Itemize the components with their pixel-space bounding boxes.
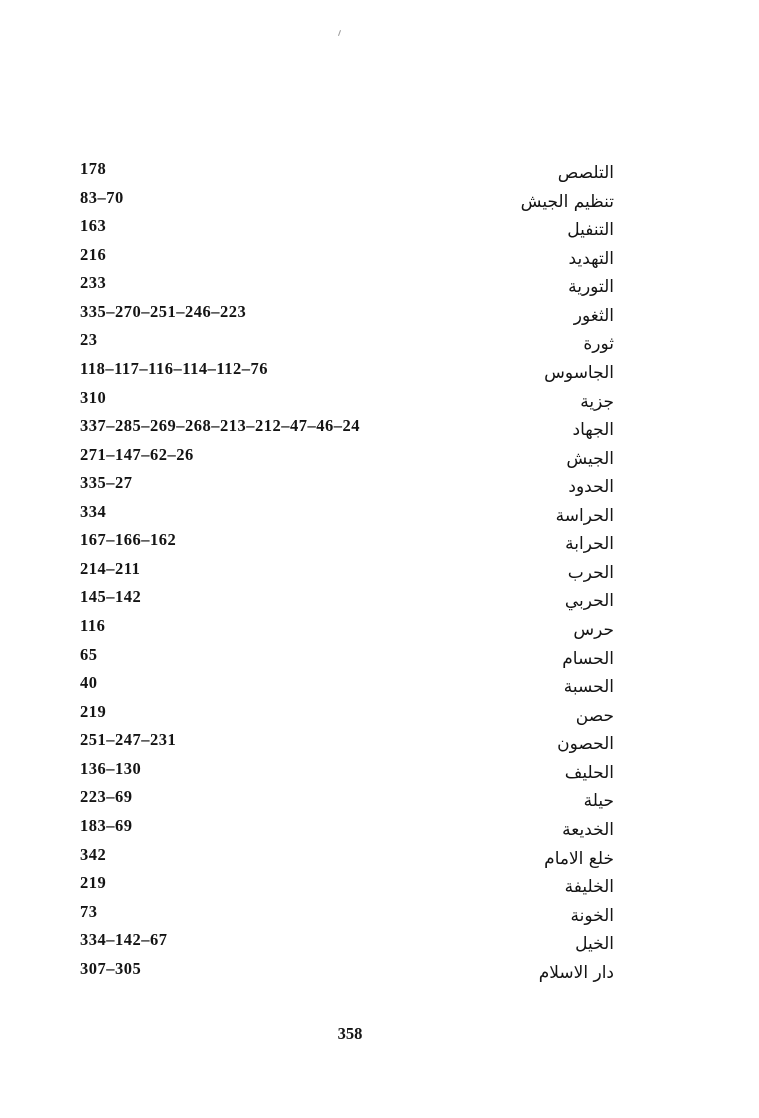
- index-pages: 65: [80, 644, 98, 664]
- index-term: خلع الامام: [544, 848, 614, 869]
- index-pages: 233: [80, 273, 107, 293]
- index-pages: 335–270–251–246–223: [80, 301, 247, 321]
- index-term: الجيش: [566, 448, 614, 469]
- index-entry: [0, 186, 759, 215]
- index-term: الخديعة: [562, 819, 614, 840]
- index-term: ثورة: [583, 334, 614, 355]
- index-term: حيلة: [583, 791, 614, 812]
- index-entry: [0, 243, 759, 272]
- index-pages: 183–69: [80, 815, 133, 835]
- index-term: جزية: [580, 391, 614, 412]
- index-pages: 219: [80, 701, 107, 721]
- index-pages: 178: [80, 159, 107, 178]
- index-pages: 118–117–116–114–112–76: [80, 358, 268, 378]
- index-pages: 23: [80, 330, 98, 350]
- index-term: الحدود: [568, 477, 614, 498]
- index-pages: 145–142: [80, 587, 142, 607]
- index-pages: 40: [80, 673, 98, 693]
- index-term: حصن: [575, 705, 614, 726]
- index-entry: [0, 785, 759, 814]
- index-pages: 271–147–62–26: [80, 444, 194, 464]
- index-term: الحسبة: [563, 677, 614, 698]
- index-pages: 335–27: [80, 473, 133, 493]
- index-list: [0, 157, 759, 985]
- index-term: الثغور: [573, 305, 614, 326]
- index-pages: 337–285–269–268–213–212–47–46–24: [80, 416, 360, 436]
- index-pages: 163: [80, 216, 107, 236]
- index-term: التورية: [568, 277, 614, 298]
- index-pages: 334–142–67: [80, 930, 168, 950]
- index-pages: 307–305: [80, 958, 142, 978]
- index-pages: 216: [80, 244, 107, 264]
- index-pages: 251–247–231: [80, 730, 177, 750]
- index-term: الخونة: [570, 905, 614, 926]
- index-entry: [0, 357, 759, 386]
- index-pages: 73: [80, 901, 98, 921]
- index-pages: 136–130: [80, 758, 142, 778]
- index-entry: [0, 814, 759, 843]
- index-entry: [0, 471, 759, 500]
- index-term: حرس: [573, 620, 614, 640]
- index-term: الحراسة: [555, 505, 614, 526]
- index-entry: [0, 271, 759, 300]
- index-term: الحربي: [564, 591, 614, 612]
- page-number: 358: [337, 1024, 363, 1043]
- index-pages: 342: [80, 844, 107, 864]
- index-pages: 219: [80, 873, 107, 893]
- index-entry: [0, 414, 759, 443]
- index-pages: 223–69: [80, 787, 133, 807]
- index-entry: [0, 300, 759, 329]
- index-entry: [0, 843, 759, 872]
- index-entry: [0, 900, 759, 929]
- index-entry: [0, 871, 759, 900]
- index-entry: [0, 557, 759, 586]
- index-term: الجهاد: [572, 420, 614, 441]
- index-term: الحسام: [562, 648, 614, 669]
- index-pages: 83–70: [80, 187, 124, 207]
- index-entry: [0, 757, 759, 786]
- scan-speck: [338, 30, 341, 36]
- index-term: تنظيم الجيش: [520, 191, 614, 212]
- index-entry: [0, 528, 759, 557]
- index-entry: [0, 614, 759, 643]
- index-pages: 214–211: [80, 558, 141, 578]
- index-term: دار الاسلام: [538, 962, 614, 983]
- index-term: التنفيل: [567, 220, 614, 241]
- index-entry: [0, 671, 759, 700]
- index-term: الحرابة: [565, 534, 614, 555]
- index-pages: 116: [80, 616, 106, 635]
- index-pages: 334: [80, 501, 107, 521]
- index-entry: [0, 500, 759, 529]
- index-entry: [0, 585, 759, 614]
- index-term: الحليف: [564, 762, 614, 783]
- index-entry: [0, 328, 759, 357]
- index-entry: [0, 643, 759, 672]
- index-entry: [0, 928, 759, 957]
- index-term: الجاسوس: [544, 362, 614, 383]
- index-pages: 167–166–162: [80, 530, 177, 550]
- index-term: الخيل: [575, 934, 614, 955]
- index-entry: [0, 214, 759, 243]
- index-term: الحصون: [557, 734, 614, 755]
- index-entry: [0, 700, 759, 729]
- index-term: التهديد: [568, 248, 614, 269]
- index-entry: [0, 728, 759, 757]
- index-entry: [0, 443, 759, 472]
- index-pages: 310: [80, 387, 107, 407]
- index-term: التلصص: [557, 163, 614, 183]
- index-term: الخليفة: [564, 877, 614, 898]
- index-term: الحرب: [567, 562, 614, 583]
- index-entry: [0, 957, 759, 986]
- index-entry: [0, 157, 759, 186]
- index-entry: [0, 386, 759, 415]
